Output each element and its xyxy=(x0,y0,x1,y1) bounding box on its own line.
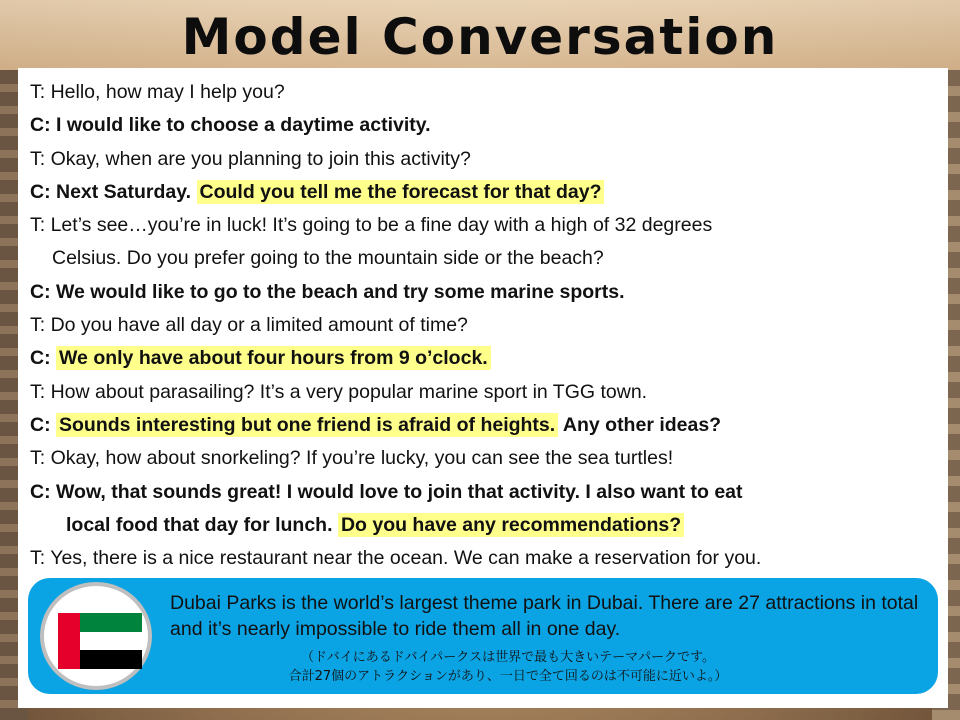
teller-line xyxy=(30,209,940,242)
line-text: T: Okay, how about snorkeling? If you’re lucky, you can see the sea turtles! xyxy=(30,447,674,470)
info-japanese-line-2: 合計27個のアトラクションがあり、一日で全て回るのは不可能に近いよ。） xyxy=(288,669,728,684)
line-text: T: Let’s see…you’re in luck! It’s going to be a fine day with a high of 32 degrees xyxy=(30,214,713,237)
info-japanese-note xyxy=(228,648,788,686)
customer-line xyxy=(30,276,940,309)
teller-line xyxy=(30,143,940,176)
customer-line xyxy=(30,109,940,142)
page-title: Model Conversation xyxy=(181,8,779,66)
line-text: C: Wow, that sounds great! I would love to join that activity. I also want to eat xyxy=(30,480,743,503)
customer-line xyxy=(30,176,940,209)
highlighted-phrase: Sounds interesting but one friend is afraid of heights. xyxy=(56,413,558,437)
line-text: local food that day for lunch. xyxy=(66,513,338,536)
line-text: C: Next Saturday. xyxy=(30,180,197,203)
info-japanese-line-1: （ドバイにあるドバイパークスは世界で最も大きいテーマパークです。 xyxy=(301,650,715,665)
line-text: T: Yes, there is a nice restaurant near the ocean. We can make a reservation for you. xyxy=(30,547,762,570)
line-text: T: Hello, how may I help you? xyxy=(30,81,285,103)
line-text: C: I would like to choose a daytime activity. xyxy=(30,114,431,137)
line-text: C: We would like to go to the beach and try some marine sports. xyxy=(30,280,625,303)
flag-badge xyxy=(40,582,152,690)
line-text: T: Do you have all day or a limited amount of time? xyxy=(30,314,468,337)
highlighted-phrase: We only have about four hours from 9 o’clock. xyxy=(56,346,491,370)
highlighted-phrase: Could you tell me the forecast for that day? xyxy=(197,180,605,204)
uae-flag-icon xyxy=(58,613,142,669)
teller-line xyxy=(30,242,940,275)
line-text: Celsius. Do you prefer going to the mountain side or the beach? xyxy=(52,247,604,270)
info-text: Dubai Parks is the world’s largest theme park in Dubai. There are 27 attractions in total and it’s nearly impossible to ride them all in one day. xyxy=(170,592,919,640)
line-text: T: How about parasailing? It’s a very popular marine sport in TGG town. xyxy=(30,380,648,403)
line-text: C: xyxy=(30,347,56,370)
customer-line xyxy=(30,342,940,375)
customer-line xyxy=(30,476,940,509)
customer-line xyxy=(30,509,940,542)
teller-line xyxy=(30,442,940,475)
highlighted-phrase: Do you have any recommendations? xyxy=(338,513,684,537)
teller-line xyxy=(30,376,940,409)
teller-line xyxy=(30,76,940,109)
teller-line xyxy=(30,309,940,342)
conversation-panel xyxy=(18,68,948,708)
line-text: T: Okay, when are you planning to join this activity? xyxy=(30,147,471,170)
line-text: Any other ideas? xyxy=(558,413,722,436)
info-box xyxy=(28,578,938,694)
line-text: C: xyxy=(30,413,56,436)
customer-line xyxy=(30,409,940,442)
teller-line xyxy=(30,542,940,575)
dialogue-list xyxy=(30,76,940,575)
